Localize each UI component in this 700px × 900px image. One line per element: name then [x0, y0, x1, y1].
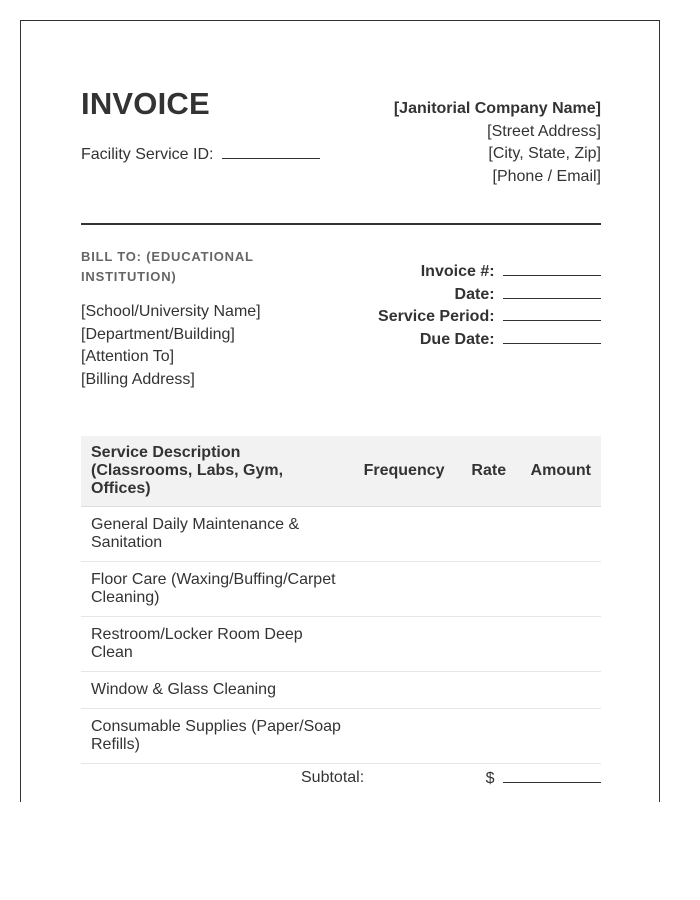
rate-cell[interactable] [457, 617, 521, 672]
bill-to-address [81, 301, 261, 391]
bill-to-heading: BILL TO: (EDUCATIONAL INSTITUTION) [81, 249, 254, 284]
amount-cell[interactable] [521, 562, 601, 617]
subtotal-label: Subtotal: [301, 769, 365, 786]
facility-service-id [81, 144, 320, 165]
frequency-cell[interactable] [351, 709, 457, 764]
bill-to-department: [Department/Building] [81, 325, 235, 343]
amount-cell[interactable] [521, 507, 601, 562]
rate-cell[interactable] [457, 562, 521, 617]
table-row [81, 709, 601, 764]
amount-cell[interactable] [521, 672, 601, 709]
amount-cell[interactable] [521, 617, 601, 672]
invoice-date-label: Date: [454, 285, 495, 303]
company-contact: [Phone / Email] [492, 167, 601, 185]
invoice-meta [378, 261, 601, 351]
company-city: [City, State, Zip] [488, 145, 601, 162]
table-header-row [81, 436, 601, 507]
invoice-number-blank[interactable] [503, 261, 601, 276]
header-frequency: Frequency [351, 436, 457, 507]
due-date-label: Due Date: [419, 330, 495, 348]
table-row [81, 617, 601, 672]
company-block [394, 98, 601, 188]
invoice-date-blank[interactable] [503, 284, 601, 299]
company-street: [Street Address] [487, 122, 601, 140]
service-description-cell: Consumable Supplies (Paper/Soap Refills) [81, 709, 351, 764]
invoice-number-label: Invoice #: [420, 263, 495, 280]
table-row [81, 507, 601, 562]
header-divider [81, 223, 601, 225]
table-row [81, 562, 601, 617]
invoice-number-row [378, 261, 601, 284]
due-date-blank[interactable] [503, 329, 601, 344]
due-date-row [378, 329, 601, 352]
facility-service-id-blank[interactable] [222, 144, 320, 159]
service-description-cell: Window & Glass Cleaning [81, 672, 351, 709]
subtotal-blank[interactable] [503, 768, 601, 783]
invoice-date-row [378, 284, 601, 307]
amount-cell[interactable] [521, 709, 601, 764]
service-period-row [378, 306, 601, 329]
frequency-cell[interactable] [351, 507, 457, 562]
frequency-cell[interactable] [351, 562, 457, 617]
subtotal-amount [486, 768, 601, 789]
invoice-title: INVOICE [81, 86, 210, 121]
invoice-page [20, 20, 660, 802]
service-period-blank[interactable] [503, 306, 601, 321]
service-description-cell: Floor Care (Waxing/Buffing/Carpet Cleaning) [81, 562, 351, 617]
table-row [81, 672, 601, 709]
service-description-cell: Restroom/Locker Room Deep Clean [81, 617, 351, 672]
rate-cell[interactable] [457, 672, 521, 709]
frequency-cell[interactable] [351, 672, 457, 709]
services-table [81, 436, 601, 764]
subtotal-currency: $ [485, 770, 495, 787]
company-name: [Janitorial Company Name] [393, 100, 601, 117]
facility-service-id-label: Facility Service ID: [81, 146, 214, 163]
header-amount: Amount [521, 436, 601, 507]
service-description-cell: General Daily Maintenance & Sanitation [81, 507, 351, 562]
bill-to-billing-address: [Billing Address] [81, 370, 195, 388]
bill-to-school: [School/University Name] [81, 303, 261, 320]
rate-cell[interactable] [457, 507, 521, 562]
bill-to-attention: [Attention To] [81, 348, 175, 365]
rate-cell[interactable] [457, 709, 521, 764]
frequency-cell[interactable] [351, 617, 457, 672]
header-description: Service Description (Classrooms, Labs, Gym, Offices) [81, 436, 351, 507]
service-period-label: Service Period: [378, 308, 495, 325]
header-rate: Rate [457, 436, 521, 507]
